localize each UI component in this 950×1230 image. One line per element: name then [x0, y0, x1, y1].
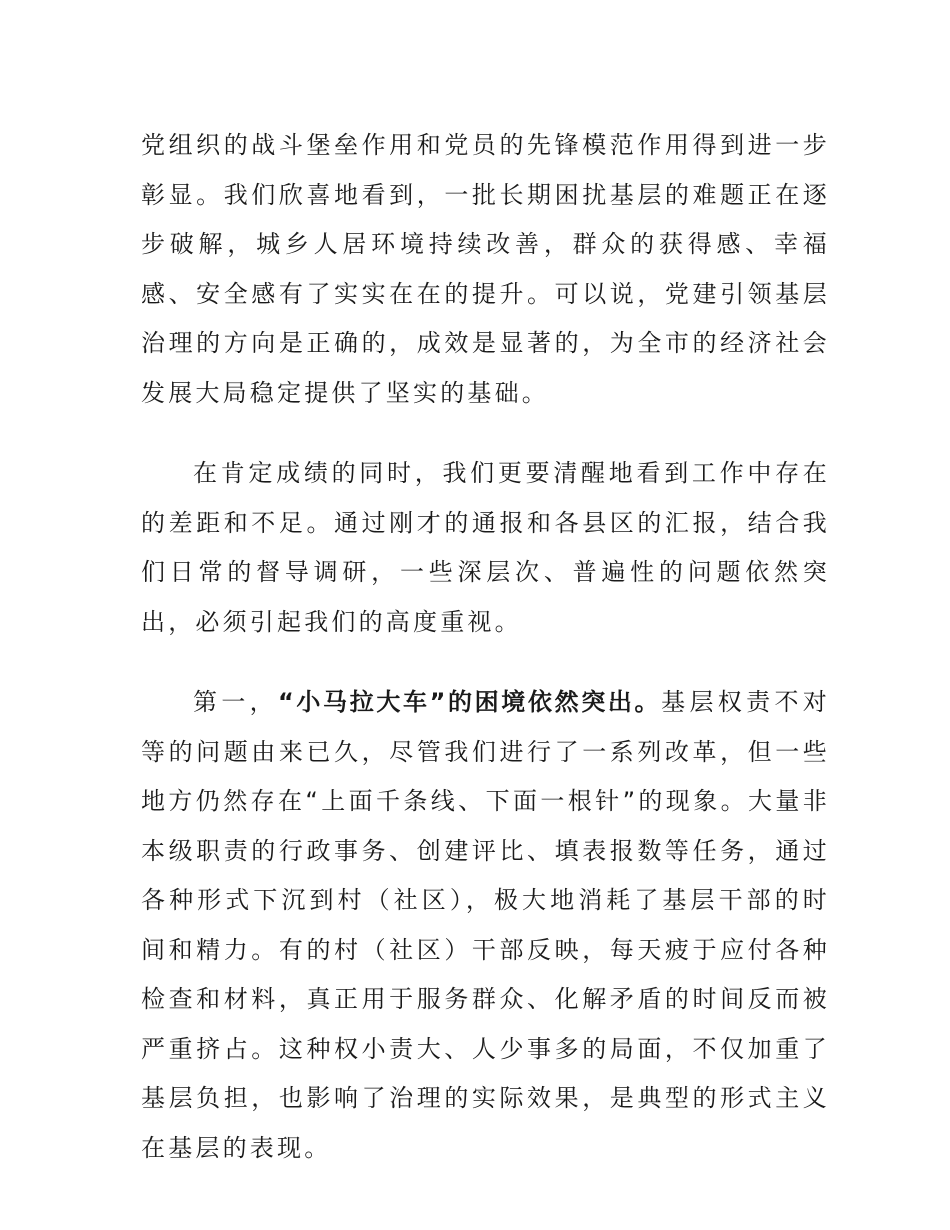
paragraph-achievements-text: 党组织的战斗堡垒作用和党员的先锋模范作用得到进一步彰显。我们欣喜地看到，一批长期困扰基层的难题正在逐步破解，城乡人居环境持续改善，群众的获得感、幸福感、安全感有了实实在在的提升。可以说，党建引领基层治理的方向是正确的，成效是显著的，为全市的经济社会发展大局稳定提供了坚实的基础。: [141, 131, 830, 407]
paragraph-shortcomings: [141, 449, 830, 647]
paragraph-first-problem-heading: “小马拉大车”的困境依然突出。: [278, 688, 662, 716]
paragraph-achievements: [141, 121, 830, 418]
paragraph-shortcomings-text: 在肯定成绩的同时，我们更要清醒地看到工作中存在的差距和不足。通过刚才的通报和各县区的汇报，结合我们日常的督导调研，一些深层次、普遍性的问题依然突出，必须引起我们的高度重视。: [141, 459, 830, 636]
paragraph-first-problem: [141, 678, 830, 1173]
paragraph-first-problem-text: 基层权责不对等的问题由来已久，尽管我们进行了一系列改革，但一些地方仍然存在“上面千条线、下面一根针”的现象。大量非本级职责的行政事务、创建评比、填表报数等任务，通过各种形式下沉到村（社区），极大地消耗了基层干部的时间和精力。有的村（社区）干部反映，每天疲于应付各种检查和材料，真正用于服务群众、化解矛盾的时间反而被严重挤占。这种权小责大、人少事多的局面，不仅加重了基层负担，也影响了治理的实际效果，是典型的形式主义在基层的表现。: [141, 688, 831, 1162]
paragraph-first-problem-prefix: 第一，: [193, 688, 279, 716]
